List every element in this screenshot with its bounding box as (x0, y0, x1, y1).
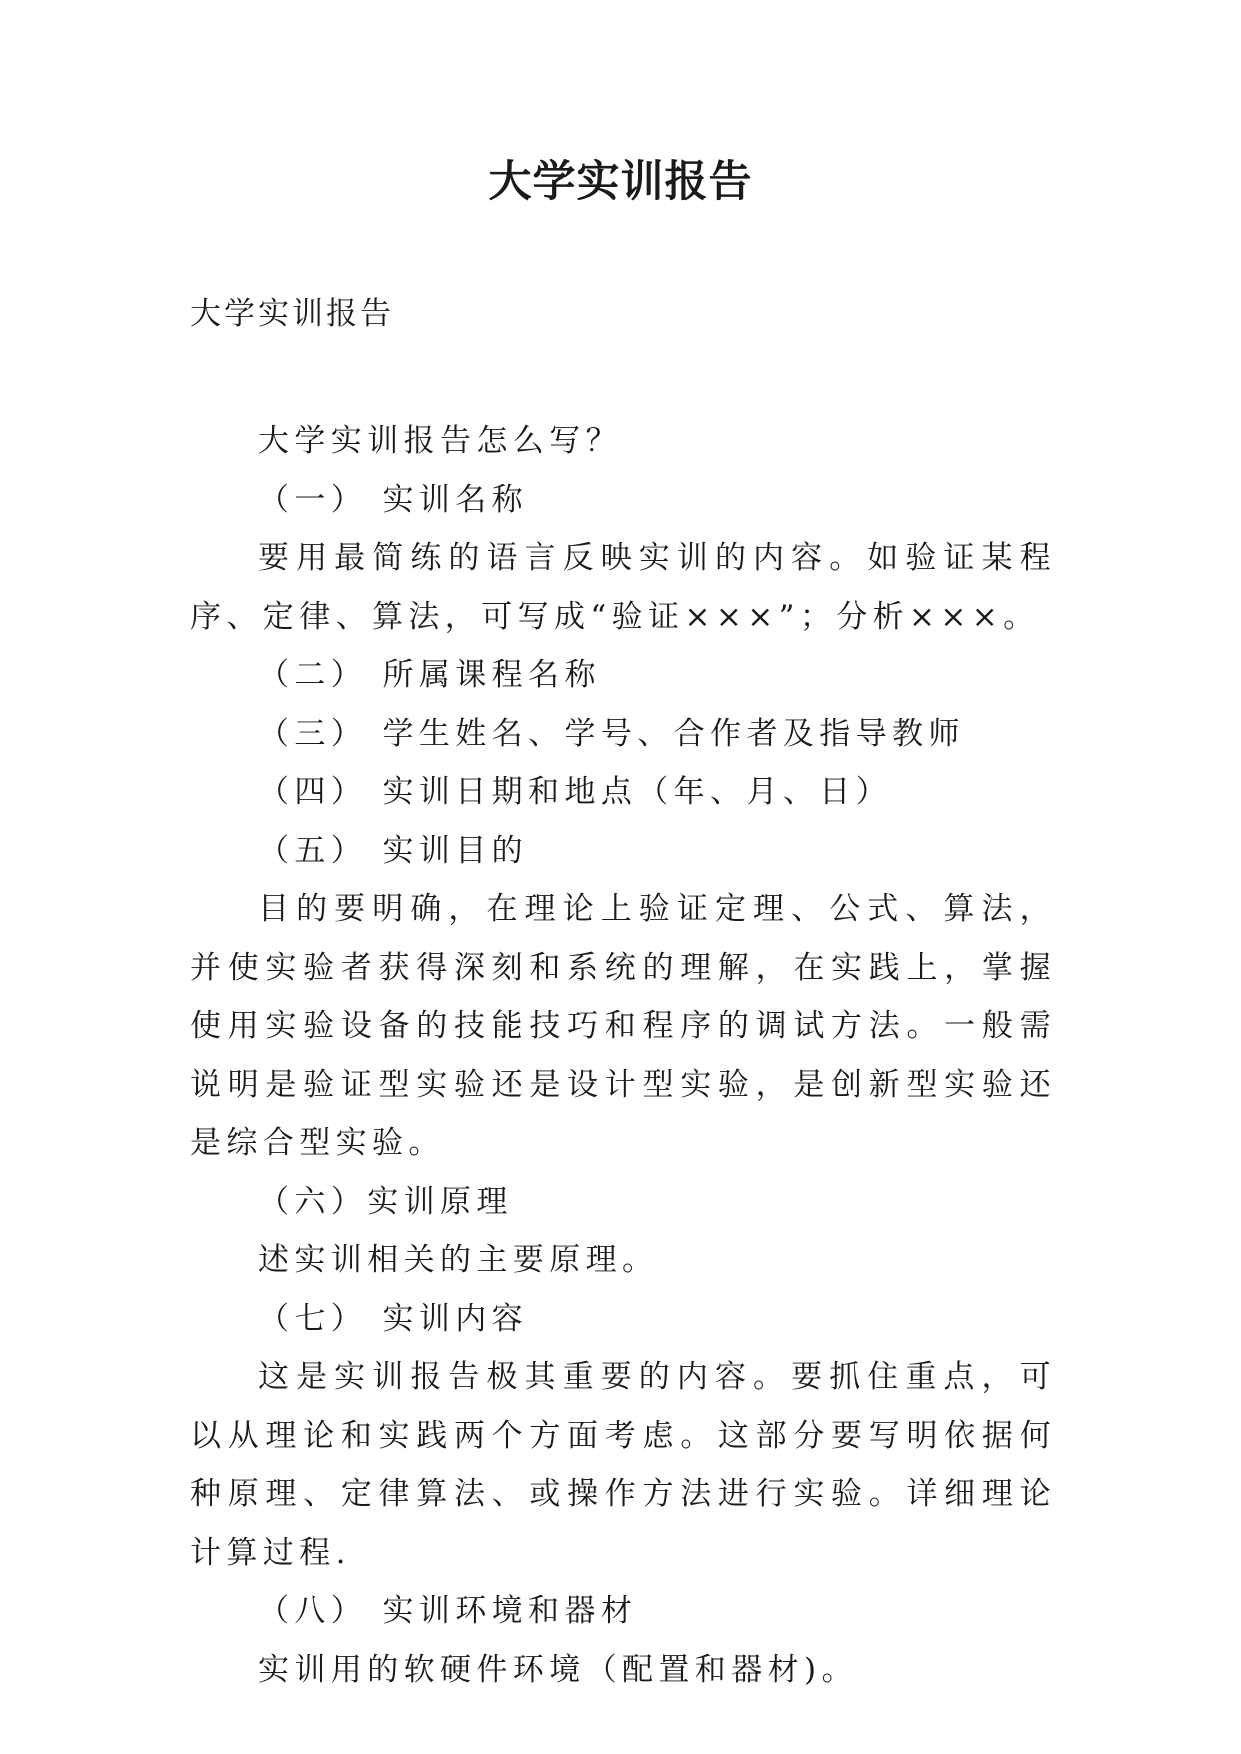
section-heading-1: （一） 实训名称 (258, 481, 529, 518)
section-body-1: 要用最简练的语言反映实训的内容。如验证某程序、定律、算法，可写成“验证×××”；分析×××。 (190, 540, 1056, 635)
section-heading-4: （四） 实训日期和地点（年、月、日） (258, 774, 893, 810)
document-title: 大学实训报告 (488, 157, 753, 207)
section-heading-7: （七） 实训内容 (258, 1300, 529, 1337)
intro-question: 大学实训报告怎么写？ (258, 423, 622, 459)
section-heading-2: （二） 所属课程名称 (258, 657, 601, 693)
document-subtitle: 大学实训报告 (190, 296, 394, 332)
section-body-6: 述实训相关的主要原理。 (258, 1242, 659, 1278)
document-body (190, 412, 1056, 1699)
section-body-5: 目的要明确，在理论上验证定理、公式、算法，并使实验者获得深刻和系统的理解，在实践上，掌握使用实验设备的技能技巧和程序的调试方法。一般需说明是验证型实验还是设计型实验，是创新型实验还是综合型实验。 (190, 891, 1056, 1161)
section-body-7: 这是实训报告极其重要的内容。要抓住重点，可以从理论和实践两个方面考虑。这部分要写明依据何种原理、定律算法、或操作方法进行实验。详细理论计算过程. (190, 1359, 1056, 1571)
section-heading-3: （三） 学生姓名、学号、合作者及指导教师 (258, 715, 965, 752)
section-heading-5: （五） 实训目的 (258, 832, 529, 869)
section-heading-6: （六）实训原理 (258, 1183, 513, 1220)
section-heading-8: （八） 实训环境和器材 (258, 1593, 638, 1629)
section-body-8: 实训用的软硬件环境（配置和器材)。 (258, 1651, 858, 1688)
